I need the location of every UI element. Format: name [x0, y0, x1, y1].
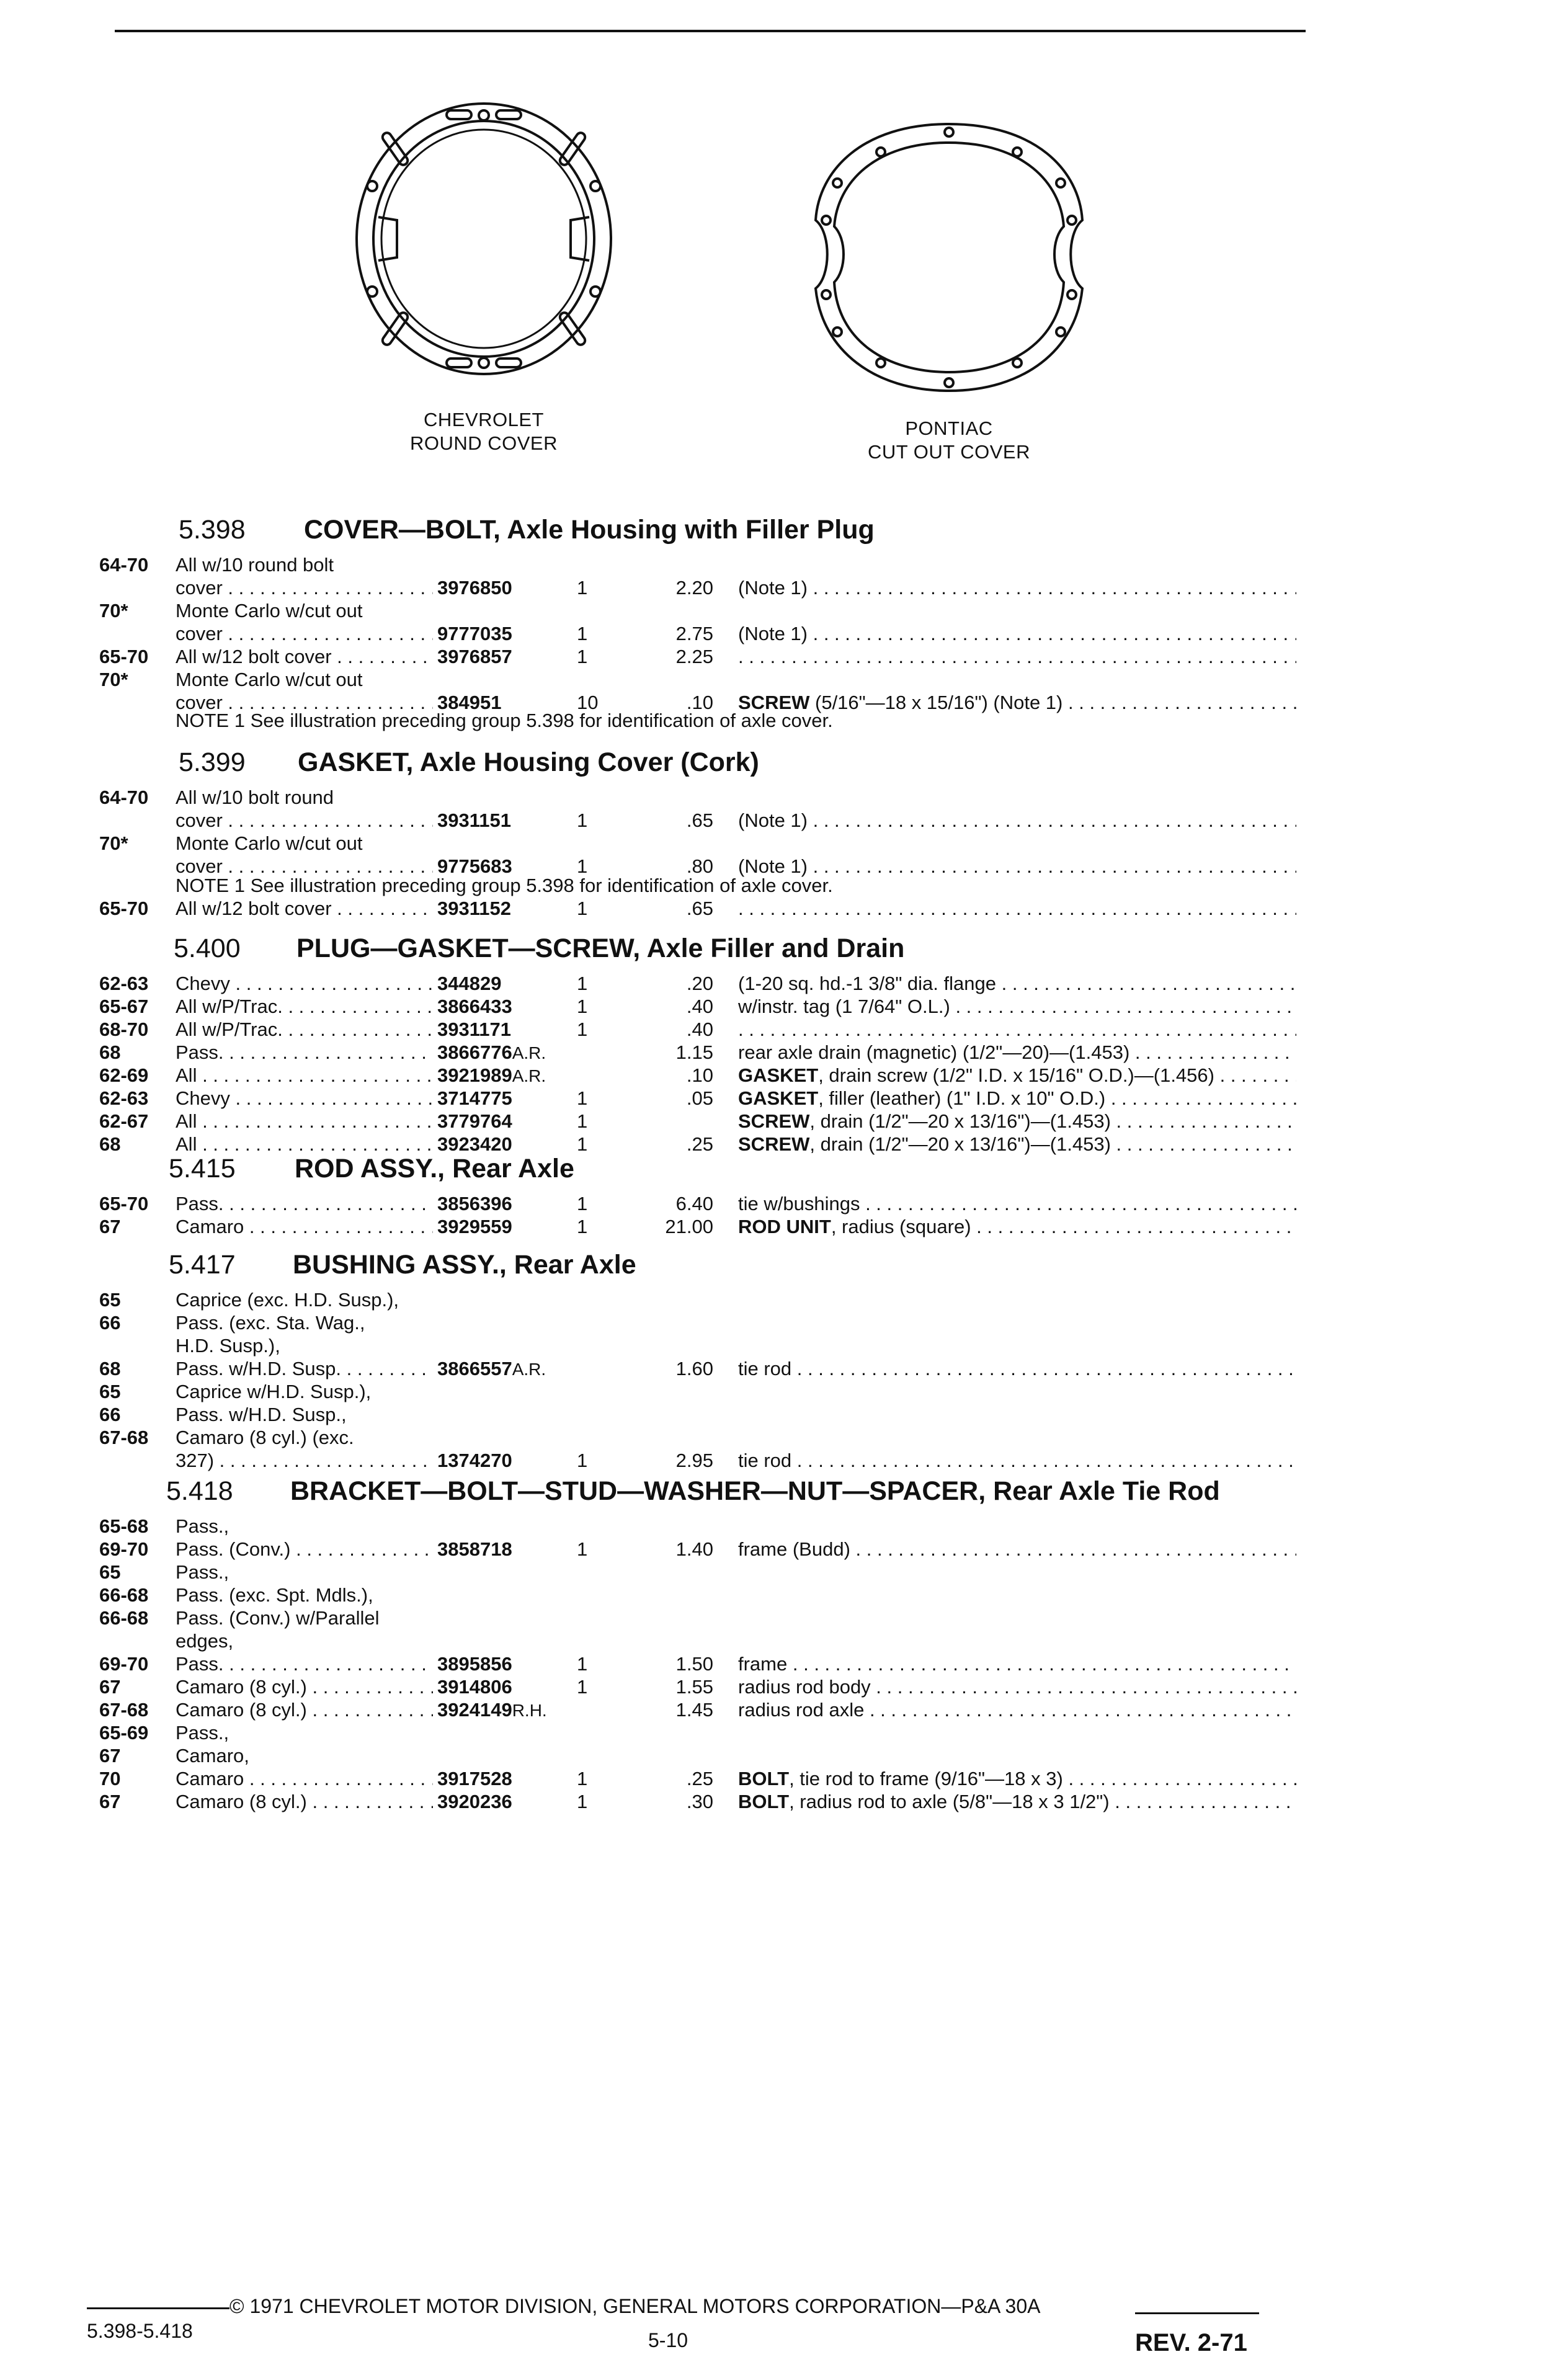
part-description: GASKET, filler (leather) (1" I.D. x 10" O.D.) . . .	[738, 1087, 1296, 1110]
part-number: 3924149R.H.	[437, 1699, 547, 1721]
section-number: 5.400	[174, 933, 241, 963]
list-price: 1.60	[675, 1358, 713, 1379]
table-row	[0, 809, 1568, 832]
part-number: 3921989A.R.	[437, 1064, 546, 1086]
quantity: 1	[577, 577, 588, 599]
part-description: SCREW, drain (1/2"—20 x 13/16")—(1.453) . . .	[738, 1110, 1296, 1133]
section-number: 5.415	[169, 1154, 236, 1183]
part-description: BOLT, tie rod to frame (9/16"—18 x 3) . . .	[738, 1767, 1296, 1791]
unit-note: A.R.	[512, 1360, 546, 1379]
model-description: Monte Carlo w/cut out	[176, 832, 363, 854]
table-row	[0, 1629, 1568, 1653]
model-years: 65-68	[99, 1515, 149, 1537]
list-price: .65	[686, 898, 713, 919]
section-heading	[0, 1250, 1568, 1287]
section-title: ROD ASSY., Rear Axle	[295, 1154, 574, 1183]
part-number: 1374270	[437, 1450, 512, 1471]
section-heading	[0, 747, 1568, 785]
model-years: 65	[99, 1561, 121, 1583]
model-description: Pass. (Conv.) . . .	[176, 1538, 433, 1561]
part-number: 3866557A.R.	[437, 1358, 546, 1379]
table-row	[0, 645, 1568, 669]
model-description: Camaro,	[176, 1745, 249, 1767]
list-price: 1.40	[675, 1538, 713, 1560]
table-row	[0, 1288, 1568, 1312]
part-description: tie rod . . .	[738, 1449, 1296, 1473]
part-description: SCREW, drain (1/2"—20 x 13/16")—(1.453) . . .	[738, 1133, 1296, 1156]
table-row	[0, 897, 1568, 920]
quantity: 1	[577, 1133, 588, 1155]
part-number: 3920236	[437, 1791, 512, 1812]
model-description: All w/12 bolt cover . . .	[176, 897, 433, 920]
quantity: 1	[577, 996, 588, 1017]
table-row	[0, 1110, 1568, 1133]
list-price: .30	[686, 1791, 713, 1812]
table-row	[0, 1380, 1568, 1404]
model-years: 67	[99, 1791, 121, 1812]
list-price: .10	[686, 1064, 713, 1086]
list-price: .65	[686, 809, 713, 831]
part-number: 3914806	[437, 1676, 512, 1698]
part-description: (Note 1) . . .	[738, 622, 1296, 646]
part-description	[738, 897, 1296, 920]
model-description: Pass. (exc. Spt. Mdls.),	[176, 1584, 373, 1606]
table-row	[0, 576, 1568, 600]
part-number: 3779764	[437, 1110, 512, 1132]
model-description: Pass. w/H.D. Susp.,	[176, 1404, 347, 1425]
part-description: (Note 1) . . .	[738, 576, 1296, 600]
model-years: 65	[99, 1381, 121, 1402]
part-description: tie rod . . .	[738, 1357, 1296, 1381]
table-row	[0, 832, 1568, 855]
table-row	[0, 1426, 1568, 1450]
model-description: Camaro (8 cyl.) . . .	[176, 1698, 433, 1722]
list-price: 1.45	[675, 1699, 713, 1721]
table-row	[0, 553, 1568, 577]
table-row	[0, 668, 1568, 692]
table-row	[0, 599, 1568, 623]
list-price: .20	[686, 973, 713, 994]
list-price: .10	[686, 692, 713, 713]
part-number: 3923420	[437, 1133, 512, 1155]
table-row	[0, 1561, 1568, 1584]
part-description: GASKET, drain screw (1/2" I.D. x 15/16" O.D.)—(1.456) . . .	[738, 1064, 1296, 1087]
model-years: 68	[99, 1358, 121, 1379]
model-description: cover . . .	[176, 576, 433, 600]
part-number: 9775683	[437, 855, 512, 877]
model-years: 64-70	[99, 554, 149, 576]
list-price: 2.20	[675, 577, 713, 599]
table-row	[0, 1744, 1568, 1768]
model-years: 64-70	[99, 786, 149, 808]
table-row	[0, 1449, 1568, 1473]
unit-note: A.R.	[512, 1066, 546, 1085]
model-description: cover . . .	[176, 855, 433, 878]
table-row	[0, 1675, 1568, 1699]
unit-note: A.R.	[512, 1043, 546, 1063]
list-price: 1.15	[675, 1041, 713, 1063]
model-description: Camaro (8 cyl.) (exc.	[176, 1427, 354, 1448]
list-price: 6.40	[675, 1193, 713, 1214]
table-row	[0, 1790, 1568, 1814]
model-description: Pass.,	[176, 1561, 229, 1583]
list-price: 21.00	[665, 1216, 713, 1237]
table-row	[0, 1515, 1568, 1538]
model-years: 65	[99, 1289, 121, 1311]
section-title: BRACKET—BOLT—STUD—WASHER—NUT—SPACER, Rear Axle Tie Rod	[290, 1476, 1220, 1506]
part-description: (Note 1) . . .	[738, 855, 1296, 878]
part-number: 3931152	[437, 898, 511, 919]
model-description: All . . .	[176, 1110, 433, 1133]
table-row	[0, 1018, 1568, 1041]
part-number: 3858718	[437, 1538, 512, 1560]
part-number: 9777035	[437, 623, 512, 644]
model-description: Caprice (exc. H.D. Susp.),	[176, 1289, 399, 1311]
section-heading	[0, 1154, 1568, 1191]
model-years: 68	[99, 1133, 121, 1155]
table-row	[0, 1087, 1568, 1110]
table-row	[0, 622, 1568, 646]
section-heading	[0, 515, 1568, 552]
model-years: 68	[99, 1041, 121, 1063]
quantity: 1	[577, 1653, 588, 1675]
list-price: .80	[686, 855, 713, 877]
footer-rule-left	[87, 2307, 229, 2309]
part-description: radius rod axle . . .	[738, 1698, 1296, 1722]
list-price: .40	[686, 1018, 713, 1040]
model-years: 70*	[99, 669, 128, 690]
table-row	[0, 1192, 1568, 1216]
quantity: 1	[577, 1450, 588, 1471]
model-description: 327) . . .	[176, 1449, 433, 1473]
model-description: Pass. . . .	[176, 1652, 433, 1676]
quantity: 1	[577, 646, 588, 667]
model-description: Pass. (Conv.) w/Parallel	[176, 1607, 380, 1629]
model-description: edges,	[176, 1630, 234, 1652]
table-row	[0, 1698, 1568, 1722]
part-number: 384951	[437, 692, 502, 713]
model-description: cover . . .	[176, 809, 433, 832]
part-description: w/instr. tag (1 7/64" O.L.) . . .	[738, 995, 1296, 1018]
part-number: 3976850	[437, 577, 512, 599]
model-description: All w/P/Trac. . . .	[176, 1018, 433, 1041]
table-row	[0, 1311, 1568, 1335]
model-years: 62-63	[99, 1087, 149, 1109]
quantity: 1	[577, 855, 588, 877]
model-description: Pass. w/H.D. Susp. . . .	[176, 1357, 433, 1381]
chevrolet-round-cover-caption: CHEVROLET ROUND COVER	[409, 409, 558, 454]
section-note: NOTE 1 See illustration preceding group 5.398 for identification of axle cover.	[176, 875, 833, 896]
part-description: (1-20 sq. hd.-1 3/8" dia. flange . . .	[738, 972, 1296, 996]
part-description: (Note 1) . . .	[738, 809, 1296, 832]
quantity: 1	[577, 1768, 588, 1789]
table-row	[0, 1721, 1568, 1745]
section-title: COVER—BOLT, Axle Housing with Filler Plug	[304, 515, 875, 545]
table-row	[0, 1652, 1568, 1676]
table-row	[0, 1606, 1568, 1630]
quantity: 1	[577, 1087, 588, 1109]
group-range: 5.398-5.418	[87, 2320, 193, 2342]
part-number: 344829	[437, 973, 502, 994]
model-description: All . . .	[176, 1064, 433, 1087]
table-row	[0, 995, 1568, 1018]
table-row	[0, 1064, 1568, 1087]
part-description: frame (Budd) . . .	[738, 1538, 1296, 1561]
part-description: frame . . .	[738, 1652, 1296, 1676]
model-years: 67	[99, 1216, 121, 1237]
table-row	[0, 1041, 1568, 1064]
model-description: Pass.,	[176, 1515, 229, 1537]
model-years: 66	[99, 1404, 121, 1425]
model-description: Chevy . . .	[176, 1087, 433, 1110]
table-row	[0, 972, 1568, 996]
part-description: radius rod body . . .	[738, 1675, 1296, 1699]
list-price: 2.95	[675, 1450, 713, 1471]
model-years: 65-70	[99, 646, 149, 667]
section-number: 5.399	[179, 747, 246, 777]
model-description: Monte Carlo w/cut out	[176, 669, 363, 690]
part-description	[738, 1018, 1296, 1041]
quantity: 1	[577, 1791, 588, 1812]
part-description: tie w/bushings . . .	[738, 1192, 1296, 1216]
part-description: BOLT, radius rod to axle (5/8"—18 x 3 1/2") . . .	[738, 1790, 1296, 1814]
table-row	[0, 1584, 1568, 1607]
model-description: Pass.,	[176, 1722, 229, 1744]
model-years: 66-68	[99, 1584, 149, 1606]
model-description: All w/12 bolt cover . . .	[176, 645, 433, 669]
top-rule	[115, 30, 1306, 32]
part-number: 3866433	[437, 996, 512, 1017]
chevrolet-round-cover-illustration	[347, 93, 620, 391]
table-row	[0, 1357, 1568, 1381]
model-description: Monte Carlo w/cut out	[176, 600, 363, 622]
quantity: 1	[577, 809, 588, 831]
model-description: Chevy . . .	[176, 972, 433, 996]
list-price: 2.25	[675, 646, 713, 667]
list-price: 1.55	[675, 1676, 713, 1698]
model-years: 67-68	[99, 1699, 149, 1721]
model-description: cover . . .	[176, 691, 433, 715]
part-description: ROD UNIT, radius (square) . . .	[738, 1215, 1296, 1239]
model-description: Camaro . . .	[176, 1767, 433, 1791]
model-description: Camaro . . .	[176, 1215, 433, 1239]
part-number: 3714775	[437, 1087, 512, 1109]
section-title: GASKET, Axle Housing Cover (Cork)	[298, 747, 759, 777]
quantity: 1	[577, 623, 588, 644]
list-price: 2.75	[675, 623, 713, 644]
section-title: BUSHING ASSY., Rear Axle	[293, 1250, 636, 1280]
revision-label: REV. 2-71	[1135, 2329, 1247, 2356]
part-number: 3976857	[437, 646, 512, 667]
table-row	[0, 1403, 1568, 1427]
part-description: rear axle drain (magnetic) (1/2"—20)—(1.453) . . .	[738, 1041, 1296, 1064]
model-years: 66	[99, 1312, 121, 1334]
quantity: 1	[577, 1676, 588, 1698]
quantity: 1	[577, 898, 588, 919]
model-years: 69-70	[99, 1538, 149, 1560]
table-row	[0, 1767, 1568, 1791]
part-number: 3931151	[437, 809, 511, 831]
model-description: Camaro (8 cyl.) . . .	[176, 1675, 433, 1699]
list-price: .25	[686, 1768, 713, 1789]
model-years: 65-67	[99, 996, 149, 1017]
model-years: 70	[99, 1768, 121, 1789]
model-years: 70*	[99, 600, 128, 622]
model-years: 62-63	[99, 973, 149, 994]
model-description: Camaro (8 cyl.) . . .	[176, 1790, 433, 1814]
model-years: 65-69	[99, 1722, 149, 1744]
unit-note: R.H.	[512, 1701, 547, 1720]
quantity: 1	[577, 1216, 588, 1237]
part-number: 3856396	[437, 1193, 512, 1214]
model-description: All w/10 bolt round	[176, 786, 334, 808]
section-heading	[0, 1476, 1568, 1513]
table-row	[0, 1334, 1568, 1358]
model-description: Pass. . . .	[176, 1192, 433, 1216]
quantity: 1	[577, 1538, 588, 1560]
part-number: 3917528	[437, 1768, 512, 1789]
pontiac-cut-out-cover-caption: PONTIAC CUT OUT COVER	[868, 417, 1030, 463]
model-description: All w/P/Trac. . . .	[176, 995, 433, 1018]
table-row	[0, 1215, 1568, 1239]
model-years: 70*	[99, 832, 128, 854]
model-years: 66-68	[99, 1607, 149, 1629]
part-description: SCREW (5/16"—18 x 15/16") (Note 1) . . .	[738, 691, 1296, 715]
part-description	[738, 645, 1296, 669]
model-years: 65-70	[99, 1193, 149, 1214]
page-number: 5-10	[648, 2329, 688, 2351]
section-number: 5.418	[166, 1476, 233, 1506]
part-number: 3866776A.R.	[437, 1041, 546, 1063]
model-years: 62-69	[99, 1064, 149, 1086]
model-years: 62-67	[99, 1110, 149, 1132]
model-description: All w/10 round bolt	[176, 554, 334, 576]
list-price: .40	[686, 996, 713, 1017]
section-number: 5.417	[169, 1250, 236, 1280]
quantity: 1	[577, 973, 588, 994]
table-row	[0, 786, 1568, 809]
model-years: 68-70	[99, 1018, 149, 1040]
model-description: Pass. (exc. Sta. Wag.,	[176, 1312, 365, 1334]
model-years: 67-68	[99, 1427, 149, 1448]
list-price: .05	[686, 1087, 713, 1109]
list-price: .25	[686, 1133, 713, 1155]
part-number: 3929559	[437, 1216, 512, 1237]
model-years: 65-70	[99, 898, 149, 919]
part-number: 3931171	[437, 1018, 511, 1040]
model-years: 67	[99, 1745, 121, 1767]
section-title: PLUG—GASKET—SCREW, Axle Filler and Drain	[296, 933, 905, 963]
footer-rule-right	[1135, 2312, 1259, 2314]
model-description: cover . . .	[176, 622, 433, 646]
table-row	[0, 1133, 1568, 1156]
quantity: 1	[577, 1018, 588, 1040]
section-number: 5.398	[179, 515, 246, 545]
pontiac-cut-out-cover-illustration	[800, 115, 1098, 400]
copyright-line: © 1971 CHEVROLET MOTOR DIVISION, GENERAL MOTORS CORPORATION—P&A 30A	[229, 2295, 1041, 2317]
quantity: 1	[577, 1110, 588, 1132]
model-description: H.D. Susp.),	[176, 1335, 280, 1357]
model-years: 67	[99, 1676, 121, 1698]
model-years: 69-70	[99, 1653, 149, 1675]
part-number: 3895856	[437, 1653, 512, 1675]
model-description: All . . .	[176, 1133, 433, 1156]
model-description: Pass. . . .	[176, 1041, 433, 1064]
quantity: 1	[577, 1193, 588, 1214]
section-note: NOTE 1 See illustration preceding group 5.398 for identification of axle cover.	[176, 710, 833, 731]
list-price: 1.50	[675, 1653, 713, 1675]
section-heading	[0, 933, 1568, 971]
quantity: 10	[577, 692, 599, 713]
model-description: Caprice w/H.D. Susp.),	[176, 1381, 372, 1402]
table-row	[0, 1538, 1568, 1561]
